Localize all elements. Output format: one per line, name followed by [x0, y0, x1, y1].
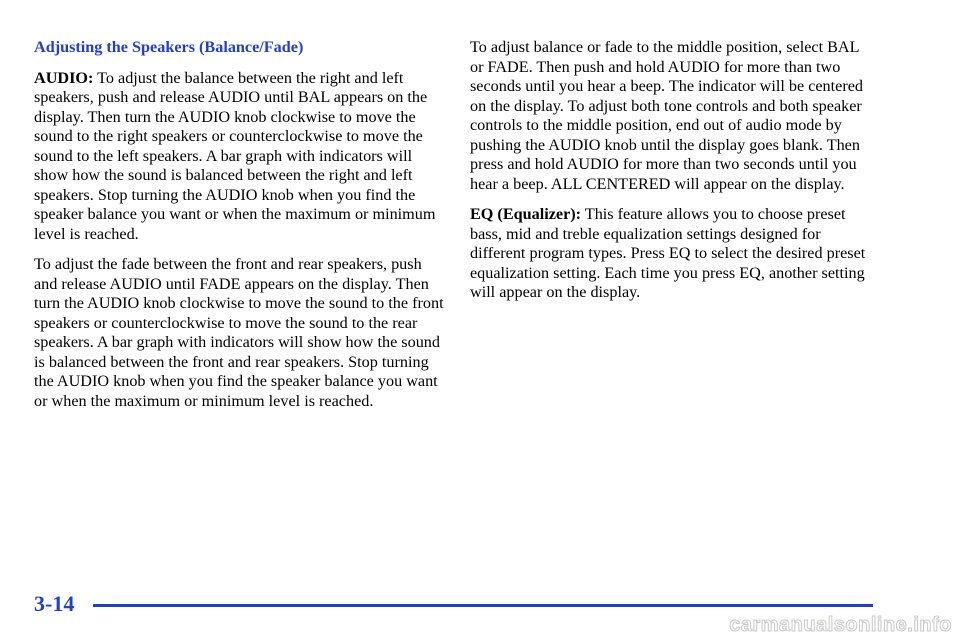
eq-text: This feature allows you to choose preset bass, mid and treble equalization settings designed for different program types. Press EQ to select the desired preset equalization setting. Each time you press EQ, another setting will appear on the display.	[470, 205, 866, 301]
eq-paragraph	[470, 205, 875, 303]
audio-text: To adjust the balance between the right and left speakers, push and release AUDIO until BAL appears on the display. Then turn the AUDIO knob clockwise to move the sound to the right speakers or counterclockwise to move the sound to the left speakers. A bar graph with indicators will show how the sound is balanced between the right and left speakers. Stop turning the AUDIO knob when you find the speaker balance you want or when the maximum or minimum level is reached.	[34, 68, 436, 243]
right-column	[470, 38, 875, 314]
fade-paragraph: To adjust the fade between the front and rear speakers, push and release AUDIO until FADE appears on the display. Then turn the AUDIO knob clockwise to move the sound to the front speakers or counterclockwise to move the sound to the rear speakers. A bar graph with indicators will show how the sound is balanced between the front and rear speakers. Stop turning the AUDIO knob when you find the speaker balance you want or when the maximum or minimum level is reached.	[34, 255, 444, 410]
footer-rule	[93, 604, 873, 607]
audio-paragraph	[34, 69, 444, 245]
page-number: 3-14	[34, 591, 75, 616]
watermark: carmanualsonline.info	[729, 614, 952, 636]
section-heading: Adjusting the Speakers (Balance/Fade)	[34, 38, 304, 56]
left-column	[34, 38, 444, 422]
eq-label: EQ (Equalizer):	[470, 205, 582, 223]
center-paragraph: To adjust balance or fade to the middle position, select BAL or FADE. Then push and hold AUDIO for more than two seconds until you hear a beep. The indicator will be centered on the display. To adjust both tone controls and both speaker controls to the middle position, end out of audio mode by pushing the AUDIO knob until the display goes blank. Then press and hold AUDIO for more than two seconds until you hear a beep. ALL CENTERED will appear on the display.	[470, 38, 864, 193]
audio-label: AUDIO:	[34, 68, 94, 87]
